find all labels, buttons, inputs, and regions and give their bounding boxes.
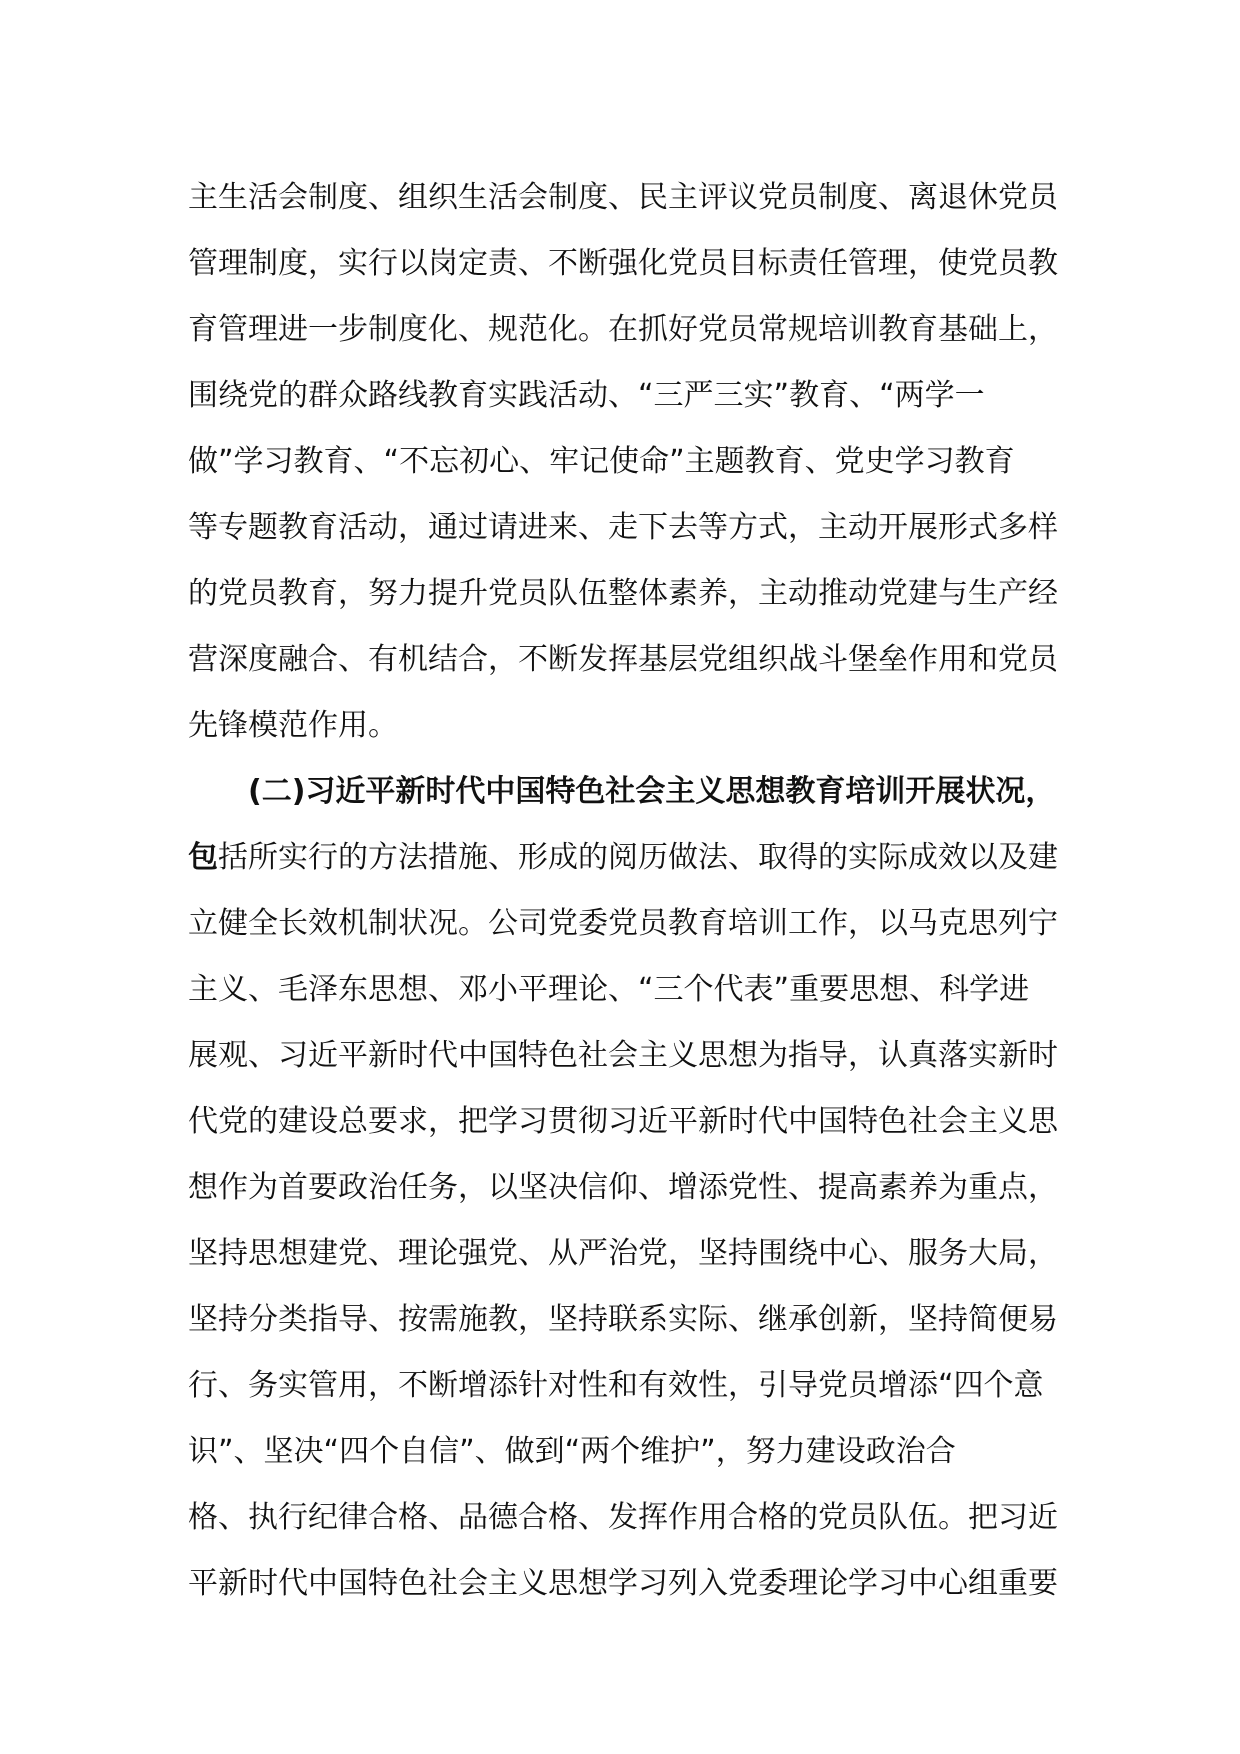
paragraph-line: 先锋模范作用。 (188, 708, 398, 743)
paragraph-line: 展观、习近平新时代中国特色社会主义思想为指导，认真落实新时 (188, 1038, 1058, 1073)
paragraph-line: 主义、毛泽东思想、邓小平理论、“三个代表”重要思想、科学进 (188, 972, 1030, 1007)
paragraph-line: 管理制度，实行以岗定责、不断强化党员目标责任管理，使党员教 (188, 246, 1058, 281)
paragraph-line: 想作为首要政治任务，以坚决信仰、增添党性、提高素养为重点， (188, 1170, 1058, 1205)
paragraph-line: 坚持思想建党、理论强党、从严治党，坚持围绕中心、服务大局， (188, 1236, 1058, 1271)
paragraph-line: 做”学习教育、“不忘初心、牢记使命”主题教育、党史学习教育 (188, 444, 1015, 479)
paragraph-line: 营深度融合、有机结合，不断发挥基层党组织战斗堡垒作用和党员 (188, 642, 1058, 677)
paragraph-line: 格、执行纪律合格、品德合格、发挥作用合格的党员队伍。把习近 (188, 1500, 1058, 1535)
paragraph-line: 主生活会制度、组织生活会制度、民主评议党员制度、离退休党员 (188, 180, 1058, 215)
section-heading: (二)习近平新时代中国特色社会主义思想教育培训开展状况， (248, 774, 1056, 809)
paragraph-line: 识”、坚决“四个自信”、做到“两个维护”，努力建设政治合 (188, 1434, 956, 1469)
paragraph-line: 平新时代中国特色社会主义思想学习列入党委理论学习中心组重要 (188, 1566, 1058, 1601)
heading-bold-char: 包 (188, 840, 218, 875)
document-body (188, 165, 1058, 1617)
paragraph-line: 的党员教育，努力提升党员队伍整体素养，主动推动党建与生产经 (188, 576, 1058, 611)
paragraph-line: 围绕党的群众路线教育实践活动、“三严三实”教育、“两学一 (188, 378, 985, 413)
paragraph-line: 坚持分类指导、按需施教，坚持联系实际、继承创新，坚持简便易 (188, 1302, 1058, 1337)
paragraph-line: 等专题教育活动，通过请进来、走下去等方式，主动开展形式多样 (188, 510, 1058, 545)
section-heading-continuation (188, 825, 1058, 891)
heading-continuation-text: 括所实行的方法措施、形成的阅历做法、取得的实际成效以及建 (218, 840, 1058, 875)
paragraph-line: 立健全长效机制状况。公司党委党员教育培训工作，以马克思列宁 (188, 906, 1058, 941)
paragraph-line: 行、务实管用，不断增添针对性和有效性，引导党员增添“四个意 (188, 1368, 1044, 1403)
paragraph-line: 代党的建设总要求，把学习贯彻习近平新时代中国特色社会主义思 (188, 1104, 1058, 1139)
paragraph-line: 育管理进一步制度化、规范化。在抓好党员常规培训教育基础上， (188, 312, 1058, 347)
